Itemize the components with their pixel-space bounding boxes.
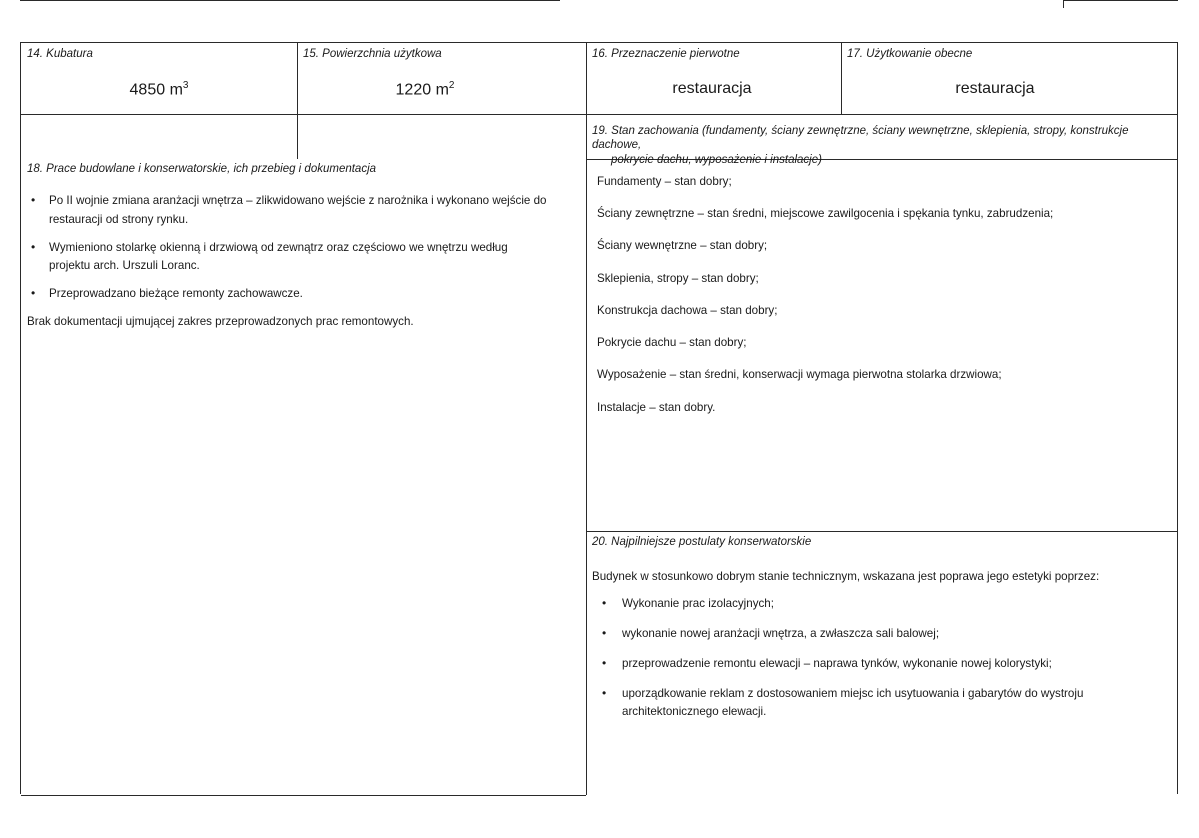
- field-19-entry: Ściany zewnętrzne – stan średni, miejscowe zawilgocenia i spękania tynku, zabrudzenia;: [597, 207, 1054, 221]
- field-15-label: 15. Powierzchnia użytkowa: [303, 48, 442, 60]
- field-19-entry: Sklepienia, stropy – stan dobry;: [597, 271, 759, 285]
- field-20-label: 20. Najpilniejsze postulaty konserwatorskie: [592, 536, 812, 548]
- col-separator-3: [841, 43, 842, 114]
- row-separator-3: [586, 531, 1178, 532]
- field-18-closing-text: Brak dokumentacji ujmującej zakres przeprowadzonych prac remontowych.: [27, 314, 414, 328]
- field-19-entry: Fundamenty – stan dobry;: [597, 175, 732, 188]
- top-rule-tick: [1063, 0, 1064, 8]
- field-19-entry: Pokrycie dachu – stan dobry;: [597, 336, 747, 350]
- field-14-value-number: 4850 m: [129, 81, 183, 99]
- list-item: • Wykonanie prac izolacyjnych;: [622, 595, 1152, 613]
- field-19-entry: Instalacje – stan dobry.: [597, 400, 716, 414]
- list-item: • Po II wojnie zmiana aranżacji wnętrza – zlikwidowano wejście z narożnika i wykonano wejście do restauracji od strony rynku.: [49, 192, 547, 230]
- field-20-content: [592, 568, 1152, 733]
- field-19-label-line2: pokrycie dachu, wyposażenie i instalacje): [611, 153, 822, 166]
- field-18-bullet-list: [27, 192, 547, 304]
- field-16-label: 16. Przeznaczenie pierwotne: [592, 48, 740, 60]
- row-separator-bottom-left: [21, 795, 586, 796]
- field-19-entry: Wyposażenie – stan średni, konserwacji wymaga pierwotna stolarka drzwiowa;: [597, 368, 1002, 382]
- field-18-label: 18. Prace budowlane i konserwatorskie, ich przebieg i dokumentacja: [27, 163, 377, 175]
- field-19-entry: Ściany wewnętrzne – stan dobry;: [597, 239, 768, 253]
- list-item: • Przeprowadzano bieżące remonty zachowawcze.: [49, 285, 547, 304]
- top-rule-fragment-right: [1063, 0, 1178, 1]
- col-separator-1: [297, 43, 298, 159]
- list-item: • uporządkowanie reklam z dostosowaniem miejsc ich usytuowania i gabarytów do wystroju architektonicznego elewacji.: [622, 685, 1152, 721]
- field-20-intro: Budynek w stosunkowo dobrym stanie technicznym, wskazana jest poprawa jego estetyki poprzez:: [592, 570, 1100, 583]
- field-19-label: [592, 124, 1152, 167]
- field-14-value-unit: 3: [182, 80, 189, 91]
- field-17-value: restauracja: [955, 80, 1035, 97]
- row-separator-1: [21, 114, 1178, 115]
- field-16-value: restauracja: [672, 80, 752, 97]
- field-15-value-number: 1220 m: [395, 81, 449, 99]
- field-18-content: [27, 192, 547, 332]
- field-15-value-unit: 2: [448, 80, 455, 91]
- list-item: • Wymieniono stolarkę okienną i drzwiową od zewnątrz oraz częściowo we wnętrzu według projektu arch. Urszuli Loranc.: [49, 239, 547, 277]
- col-separator-2: [586, 43, 587, 795]
- field-15-value: [300, 80, 550, 99]
- top-rule-fragment-left: [20, 0, 560, 1]
- field-19-content: [597, 174, 1147, 432]
- field-19-entry: Konstrukcja dachowa – stan dobry;: [597, 303, 778, 317]
- field-19-label-line1: 19. Stan zachowania (fundamenty, ściany zewnętrzne, ściany wewnętrzne, sklepienia, stropy, konstrukcje dachowe,: [592, 125, 1129, 152]
- field-20-bullet-list: [592, 595, 1152, 721]
- field-17-label: 17. Użytkowanie obecne: [847, 48, 973, 60]
- list-item: • przeprowadzenie remontu elewacji – naprawa tynków, wykonanie nowej kolorystyki;: [622, 655, 1152, 673]
- field-14-value: [28, 80, 290, 99]
- field-14-label: 14. Kubatura: [27, 48, 93, 60]
- list-item: • wykonanie nowej aranżacji wnętrza, a zwłaszcza sali balowej;: [622, 625, 1152, 643]
